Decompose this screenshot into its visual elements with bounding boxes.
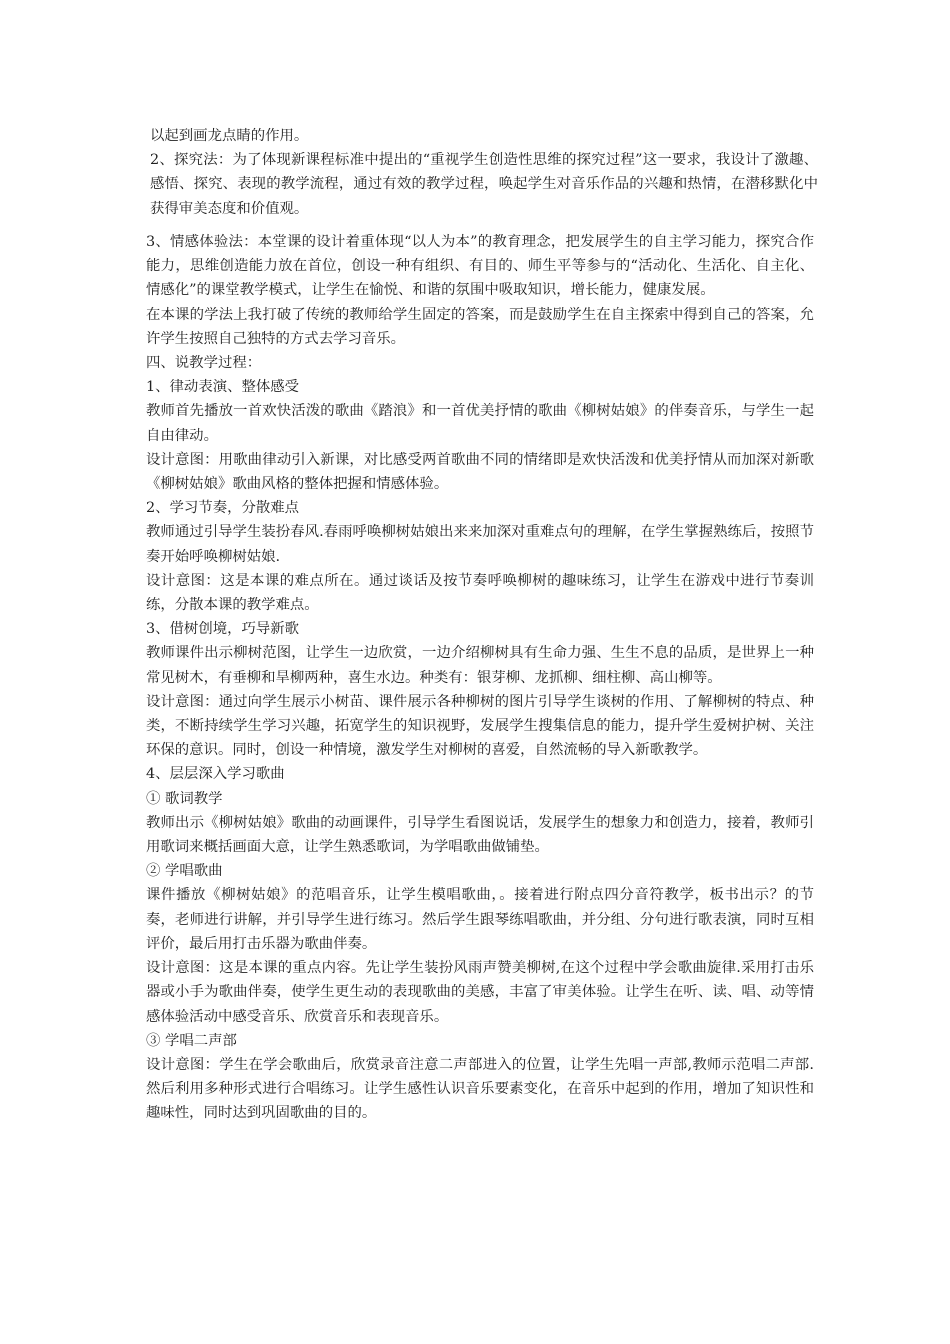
- paragraph: 设计意图：用歌曲律动引入新课，对比感受两首歌曲不同的情绪即是欢快活泼和优美抒情从而加深对新歌《柳树姑娘》歌曲风格的整体把握和情感体验。: [146, 451, 814, 493]
- paragraph: 4、层层深入学习歌曲: [146, 766, 285, 783]
- paragraph: 设计意图：这是本课的重点内容。先让学生装扮风雨声赞美柳树,在这个过程中学会歌曲旋律.采用打击乐器或小手为歌曲伴奏，使学生更生动的表现歌曲的美感，丰富了审美体验。让学生在听、读、唱、动等情感体验活动中感受音乐、欣赏音乐和表现音乐。: [146, 960, 814, 1025]
- paragraph: 3、情感体验法：本堂课的设计着重体现“以人为本”的教育理念，把发展学生的自主学习能力，探究合作能力，思维创造能力放在首位，创设一种有组织、有目的、师生平等参与的“活动化、生活化、自主化、情感化”的课堂教学模式，让学生在愉悦、和谐的氛围中吸取知识，增长能力，健康发展。: [146, 234, 814, 299]
- paragraph: 教师通过引导学生装扮春风.春雨呼唤柳树姑娘出来来加深对重难点句的理解，在学生掌握熟练后，按照节奏开始呼唤柳树姑娘.: [146, 524, 814, 565]
- paragraph: 教师首先播放一首欢快活泼的歌曲《踏浪》和一首优美抒情的歌曲《柳树姑娘》的伴奏音乐，与学生一起自由律动。: [146, 403, 814, 444]
- paragraph: 设计意图：这是本课的难点所在。通过谈话及按节奏呼唤柳树的趣味练习，让学生在游戏中进行节奏训练，分散本课的教学难点。: [146, 572, 814, 614]
- text-block-main: [146, 230, 814, 1126]
- paragraph: 3、借树创境，巧导新歌: [146, 621, 300, 638]
- paragraph: 设计意图：通过向学生展示小树苗、课件展示各种柳树的图片引导学生谈树的作用、了解柳树的特点、种类，不断持续学生学习兴趣，拓宽学生的知识视野，发展学生搜集信息的能力，提升学生爱树护树、关注环保的意识。同时，创设一种情境，激发学生对柳树的喜爱，自然流畅的导入新歌教学。: [146, 693, 814, 759]
- paragraph: ③ 学唱二声部: [146, 1032, 237, 1049]
- paragraph: 教师出示《柳树姑娘》歌曲的动画课件，引导学生看图说话，发展学生的想象力和创造力，接着，教师引用歌词来概括画面大意，让学生熟悉歌词，为学唱歌曲做铺垫。: [146, 814, 814, 856]
- paragraph: 四、说教学过程：: [146, 355, 262, 372]
- paragraph: ② 学唱歌曲: [146, 863, 223, 880]
- paragraph: 以起到画龙点睛的作用。: [150, 128, 309, 144]
- text-block-top: [146, 124, 818, 221]
- paragraph: 2、学习节奏，分散难点: [146, 500, 300, 517]
- paragraph: 教师课件出示柳树范图，让学生一边欣赏，一边介绍柳树具有生命力强、生生不息的品质，是世界上一种常见树木，有垂柳和旱柳两种，喜生水边。种类有：银芽柳、龙抓柳、细柱柳、高山柳等。: [146, 645, 814, 686]
- paragraph: ① 歌词教学: [146, 790, 223, 807]
- paragraph: 在本课的学法上我打破了传统的教师给学生固定的答案，而是鼓励学生在自主探索中得到自己的答案，允许学生按照自己独特的方式去学习音乐。: [146, 306, 814, 347]
- paragraph: 1、律动表演、整体感受: [146, 379, 300, 396]
- paragraph: 设计意图：学生在学会歌曲后，欣赏录音注意二声部进入的位置，让学生先唱一声部,教师示范唱二声部.然后利用多种形式进行合唱练习。让学生感性认识音乐要素变化，在音乐中起到的作用，增加了知识性和趣味性，同时达到巩固歌曲的目的。: [146, 1056, 814, 1122]
- paragraph: 2、探究法：为了体现新课程标准中提出的“重视学生创造性思维的探究过程”这一要求，我设计了激趣、感悟、探究、表现的教学流程，通过有效的教学过程，唤起学生对音乐作品的兴趣和热情，在潜移默化中获得审美态度和价值观。: [150, 152, 818, 217]
- paragraph: 课件播放《柳树姑娘》的范唱音乐，让学生模唱歌曲，。接着进行附点四分音符教学，板书出示？的节奏，老师进行讲解，并引导学生进行练习。然后学生跟琴练唱歌曲，并分组、分句进行歌表演，同时互相评价，最后用打击乐器为歌曲伴奏。: [146, 887, 814, 952]
